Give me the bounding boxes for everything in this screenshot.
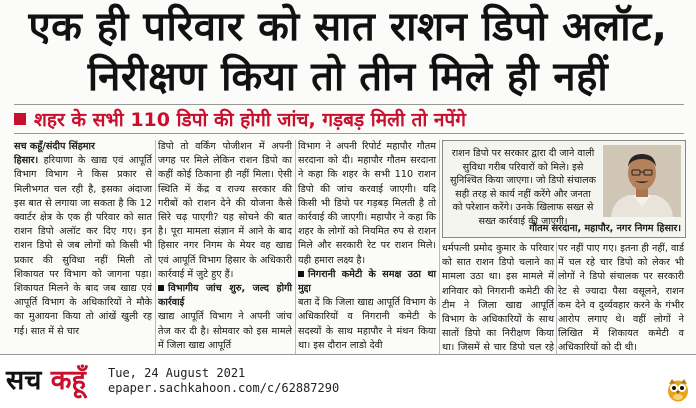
red-square-bullet-icon	[14, 113, 26, 125]
edition-date: Tue, 24 August 2021	[108, 366, 246, 380]
logo-part-1: सच	[6, 365, 51, 396]
photo-caption: गौतम सरदाना, महापौर, नगर निगम हिसार।	[529, 223, 681, 234]
column-5-text: पर नहीं पाए गए। इतना ही नहीं, वार्ड में चल रहे चार डिपो को लेकर भी लोगों ने डिपो संचालक पर सरकारी रेट से ज्यादा पैसा वसूलने, राशन कम देने व दुर्व्यवहार करने के गंभीर आरोप लगाए थे। वहीं लोगों ने लिखित में शिकायत कमेटी व अधिकारियों को दी थी।	[558, 243, 684, 354]
owl-icon	[666, 376, 690, 402]
subheadline-bar	[14, 104, 684, 134]
headline-line-1: एक ही परिवार को सात राशन डिपो अलॉट,	[28, 4, 668, 50]
byline: सच कहूँ/संदीप सिंहमार	[14, 141, 95, 152]
article-column-3	[298, 140, 436, 352]
column-3-text-2: बता दें कि जिला खाद्य आपूर्ति विभाग के अधिकारियों व निगरानी कमेटी के सदस्यों के साथ महापौर ने मंथन किया था। इस दौरान लाडो देवी	[298, 297, 436, 351]
column-4-text: धर्मपत्नी प्रमोद कुमार के परिवार को सात राशन डिपो चलाने का मामला उठा था। इस मामले में शनिवार को निगरानी कमेटी की टीम ने जिला खाद्य आपूर्ति विभाग के अधिकारियों के साथ सातों डिपो का निरीक्षण किया था। जिसमें से चार डिपो चल रहे	[442, 243, 554, 354]
column-2-text-1: डिपो तो वर्किंग पोजीशन में अपनी जगह पर मिले लेकिन राशन डिपो का कहीं कोई ठिकाना ही नहीं मिला। ऐसी स्थिति में केंद्र व राज्य सरकार की गरीबों को राशन देने की योजना कैसे सिरे चढ़ पाएगी? यह सोचने की बात है। पूरा मामला संज्ञान में आने के बाद हिसार नगर निगम के मेयर वह खाद्य एवं आपूर्ति विभाग हिसार के अधिकारी कार्रवाई में जुटे हुए हैं।	[158, 141, 292, 280]
column-1-body	[14, 154, 152, 339]
column-2-text-2: खाद्य आपूर्ति विभाग ने अपनी जांच तेज कर दी है। सोमवार को इस मामले में जिला खाद्य आपूर्ति	[158, 311, 292, 351]
logo-part-2: कहूँ	[50, 365, 86, 396]
headline-line-2: निरीक्षण किया तो तीन मिले ही नहीं	[87, 54, 609, 100]
article-column-1	[14, 140, 152, 352]
column-3-subhead-text: निगरानी कमेटी के समक्ष उठा था मुद्दा	[298, 268, 436, 295]
column-3-subhead	[298, 268, 436, 296]
bullet-square-icon	[158, 285, 164, 291]
epaper-url[interactable]: epaper.sachkahoon.com/c/62887290	[108, 381, 340, 395]
article-column-5	[558, 242, 684, 356]
column-divider	[439, 140, 440, 354]
bullet-square-icon	[298, 271, 304, 277]
mayor-portrait-image	[603, 145, 681, 217]
column-1-text: हरियाणा के खाद्य एवं आपूर्ति विभाग विभाग ने किस प्रकार से मिलीभगत चल रही है, इसका अंदाजा इस बात से लगाया जा सकता है कि 12 क्वार्टर क्षेत्र के एक ही परिवार को सात राशन डिपो अलॉट कर दिए गए। इन राशन डिपो से जब लोगों को किसी भी प्रकार की सुविधा नहीं मिली तो शिकायत पर विभाग को जागना पड़ा। शिकायत मिलने के बाद जब खाद्य एवं आपूर्ति विभाग के अधिकारियों ने मौके का मुआयना किया तो आंखें खुली रह गई। सात में से चार	[14, 155, 152, 337]
dateline: हिसार।	[14, 155, 39, 167]
column-2-subhead-text: विभागीय जांच शुरु, जल्द होगी कार्रवाई	[158, 283, 292, 309]
article-column-4	[442, 242, 554, 356]
column-divider	[556, 242, 557, 354]
column-divider	[155, 140, 156, 354]
column-3-text-1: विभाग ने अपनी रिपोर्ट महापौर गौतम सरदाना को दी। महापौर गौतम सरदाना ने कहा कि शहर के सभी 110 राशन डिपो की जांच करवाई जाएगी। यदि किसी भी डिपो पर गड़बड़ मिलती है तो कार्रवाई की जाएगी। महापौर ने कहा कि शहर के लोगों को नियमित रुप से राशन मिले और सरकारी रेट पर राशन मिले। यही हमारा लक्ष्य है।	[298, 141, 436, 266]
column-2-subhead	[158, 282, 292, 310]
article-column-2	[158, 140, 292, 352]
subheadline: शहर के सभी 110 डिपो की होगी जांच, गड़बड़ मिली तो नपेंगे	[34, 109, 466, 131]
quote-box	[442, 140, 686, 238]
mayor-quote: राशन डिपो पर सरकार द्वारा दी जाने वाली सुविधा गरीब परिवारों को मिले। इसे सुनिश्चित किया जाएगा। जो डिपो संचालक सही तरह से कार्य नहीं करेंगे और जनता को परेशान करेंगे। उनके खिलाफ सख्त से सख्त कार्रवाई की जाएगी।	[449, 148, 597, 227]
epaper-footer	[0, 354, 696, 408]
column-divider	[295, 140, 296, 354]
sach-kahoon-logo[interactable]	[6, 360, 86, 397]
mayor-photo	[603, 145, 681, 217]
